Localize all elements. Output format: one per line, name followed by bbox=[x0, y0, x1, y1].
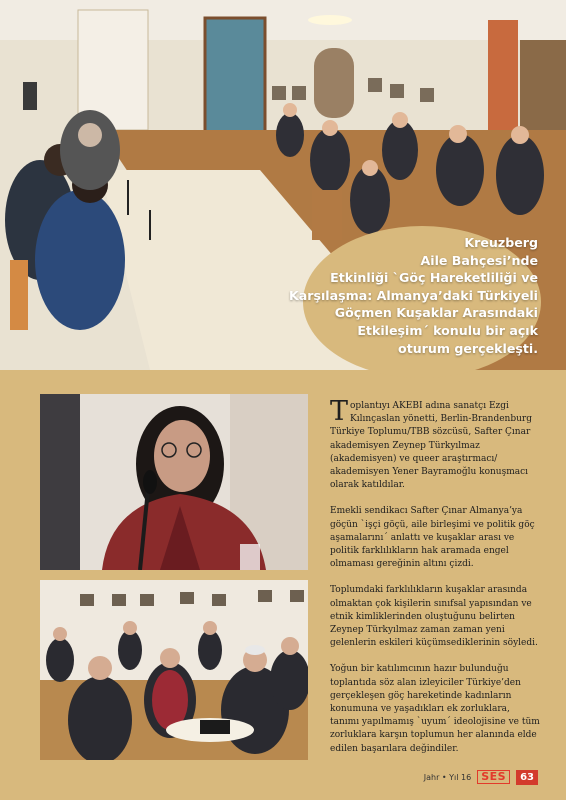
article-paragraph-4: Yoğun bir katılımcının hazır bulunduğu toplantıda söz alan izleyiciler Türkiye’den gerçekleşen göç hareketinde kadınların konumuna ve yaşadıkları ek zorluklara, tanımı yapılmamış `uyum´ ideolojisine ve tüm zorluklara karşın toplumun her alanında elde edilen başarılara değindiler. bbox=[330, 664, 540, 754]
headline bbox=[238, 234, 538, 357]
headline-line: Aile Bahçesi’nde bbox=[420, 252, 538, 268]
page-number: 63 bbox=[516, 770, 538, 785]
headline-line: Etkinliği `Göç Hareketliliği ve bbox=[330, 270, 538, 286]
drop-cap: T bbox=[330, 396, 349, 427]
audience-photo bbox=[40, 580, 308, 760]
headline-line: Karşılaşma: Almanya’daki Türkiyeli bbox=[288, 287, 538, 303]
speaker-photo bbox=[40, 394, 308, 570]
headline-line: Göçmen Kuşaklar Arasındaki bbox=[334, 305, 538, 321]
article-paragraph-1-text: oplantıyı AKEBI adına sanatçı Ezgi Kılınçaslan yönetti, Berlin-Brandenburg Türkiye Toplumu/TBB sözcüsü, Safter Çınar akademisyen Zeynep Türkyılmaz (akademisyen) ve queer araştırmacı/ akademisyen Yener Bayramoğlu konuşmacı olarak katıldılar. bbox=[330, 401, 532, 491]
article-paragraph-2: Emekli sendikacı Safter Çınar Almanya’ya göçün `işçi göçü, aile birleşimi ve politik göç aşamalarını´ anlattı ve kuşaklar arası ve politik farklılıkların hak aramada engel olmaması gereğinin altını çizdi. bbox=[330, 506, 535, 570]
issue-label: Jahr • Yıl 16 bbox=[423, 772, 472, 782]
article-paragraph-1 bbox=[330, 396, 540, 492]
headline-line: Etkileşim´ konulu bir açık bbox=[357, 322, 538, 338]
magazine-logo: SES bbox=[477, 770, 510, 784]
article-body bbox=[330, 396, 540, 769]
page-footer bbox=[424, 768, 538, 786]
headline-line: oturum gerçekleşti. bbox=[398, 340, 538, 356]
article-paragraph-3: Toplumdaki farklılıkların kuşaklar arasında olmaktan çok kişilerin sınıfsal yapısından ve etnik kimliklerinden oluştuğunu belirten Zeynep Türkyılmaz zaman zaman yeni gelenlerin eskileri küçümsediklerinin söyledi. bbox=[330, 585, 538, 649]
headline-line: Kreuzberg bbox=[464, 235, 538, 250]
